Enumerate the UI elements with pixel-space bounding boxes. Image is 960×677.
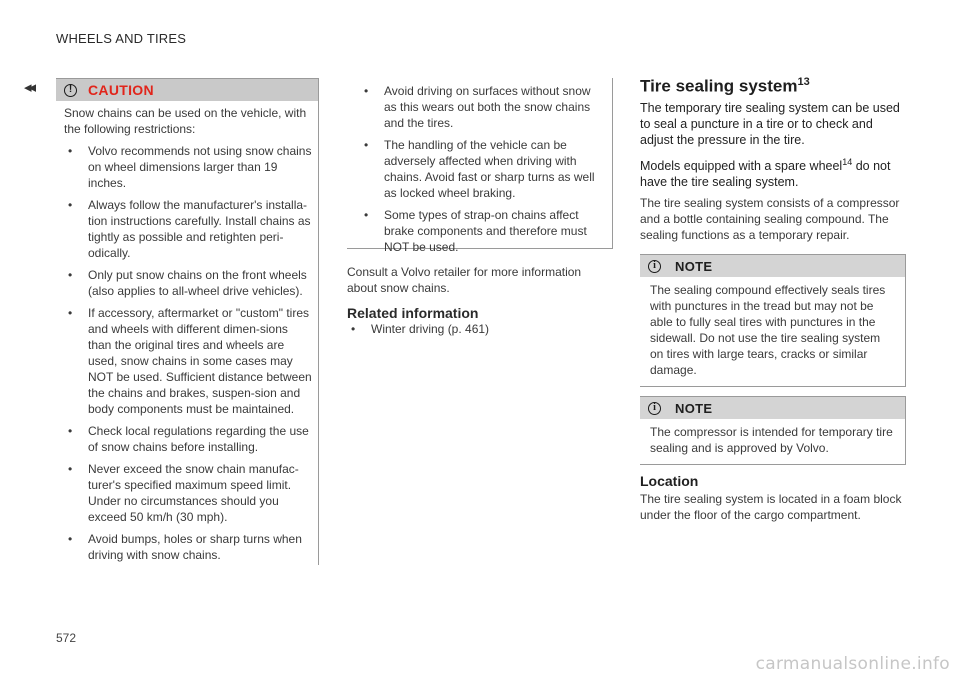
intro-2-text-a: Models equipped with a spare wheel: [640, 159, 843, 174]
caution-column-2: [360, 77, 604, 255]
caution-list-1: [64, 143, 312, 563]
bullet: •: [68, 424, 73, 438]
tire-sealing-title: [640, 76, 906, 97]
list-item-text: The handling of the vehicle can be adversely affected when driving with chains. Avoid fast or sharp turns as well as locked wheel braking.: [384, 138, 595, 200]
list-item: [64, 423, 312, 455]
list-item: [64, 461, 312, 525]
section-header: WHEELS AND TIRES: [56, 31, 187, 46]
list-item: [64, 531, 312, 563]
caution-header: [56, 79, 318, 101]
bullet: •: [68, 306, 73, 320]
list-item-text: Always follow the manufacturer's installa-tion instructions carefully. Install chains as tightly as possible and retighten peri-odically.: [88, 198, 311, 260]
list-item-text: Never exceed the snow chain manufac-turer's specified maximum speed limit. Under no circumstances should you exceed 50 km/h (30 mph).: [88, 462, 299, 524]
caution-list-2: [360, 83, 604, 255]
title-text: Tire sealing system: [640, 76, 798, 96]
intro-paragraph-2: [640, 154, 906, 190]
list-item: [360, 207, 604, 255]
intro-2-text-b: do not have the tire sealing system.: [640, 159, 891, 190]
note-text: The compressor is intended for temporary tire sealing and is approved by Volvo.: [650, 425, 893, 455]
consult-text: Consult a Volvo retailer for more information about snow chains.: [347, 265, 582, 295]
list-item-text: Volvo recommends not using snow chains on wheel dimensions larger than 19 inches.: [88, 144, 312, 190]
list-item-text: Only put snow chains on the front wheels (also applies to all-wheel drive vehicles).: [88, 268, 307, 298]
caution-intro: Snow chains can be used on the vehicle, with the following restrictions:: [64, 106, 307, 136]
list-item-text: Check local regulations regarding the use of snow chains before installing.: [88, 424, 309, 454]
list-item-text: Avoid bumps, holes or sharp turns when driving with snow chains.: [88, 532, 302, 562]
note-title: NOTE: [675, 258, 713, 274]
bullet: •: [68, 462, 73, 476]
bullet: •: [68, 532, 73, 546]
list-item: [64, 267, 312, 299]
related-list: [347, 321, 609, 337]
related-item-winter-driving[interactable]: [347, 321, 609, 337]
related-link[interactable]: Winter driving (p. 461): [371, 322, 490, 336]
list-item-text: Some types of strap-on chains affect brake components and therefore must NOT be used.: [384, 208, 587, 254]
back-arrows-icon[interactable]: ◂◂: [24, 79, 34, 96]
watermark: carmanualsonline.info: [755, 654, 950, 674]
info-circle-icon: i: [648, 402, 661, 415]
page-number: 572: [56, 631, 77, 645]
bullet: •: [351, 322, 356, 336]
bullet: •: [68, 144, 73, 158]
note-header: [640, 396, 905, 419]
footnote-13[interactable]: 13: [797, 76, 810, 88]
location-text: The tire sealing system is located in a foam block under the floor of the cargo compartment.: [640, 492, 902, 522]
list-item: [64, 143, 312, 191]
footnote-14[interactable]: 14: [842, 157, 853, 167]
bullet: •: [68, 198, 73, 212]
list-item: [64, 197, 312, 261]
caution-title: CAUTION: [88, 82, 154, 98]
list-item-text: Avoid driving on surfaces without snow as this wears out both the snow chains and the tires.: [384, 84, 591, 130]
list-item: [64, 305, 312, 417]
intro-paragraph-1: The temporary tire sealing system can be used to seal a puncture in a tire or to check and adjust the pressure in the tire.: [640, 101, 900, 147]
location-heading: Location: [640, 473, 699, 489]
related-heading: Related information: [347, 305, 479, 321]
exclamation-circle-icon: !: [64, 84, 77, 97]
bullet: •: [364, 84, 369, 98]
tire-sealing-intro: [640, 100, 906, 190]
info-circle-icon: i: [648, 260, 661, 273]
caution-column-1: [64, 105, 312, 563]
list-item-text: If accessory, aftermarket or "custom" tires and wheels with different dimen-sions than the original tires and wheels are used, snow chains in some cases may NOT be used. Sufficient distance between the chains and brakes, suspen-sion and body components must be maintained.: [88, 306, 312, 416]
tire-sealing-description: The tire sealing system consists of a compressor and a bottle containing sealing compound. The sealing functions as a temporary repair.: [640, 196, 900, 242]
note-box-1: [640, 254, 906, 387]
note-box-2: [640, 396, 906, 465]
note-title: NOTE: [675, 400, 713, 416]
list-item: [360, 137, 604, 201]
bullet: •: [364, 138, 369, 152]
bullet: •: [68, 268, 73, 282]
note-text: The sealing compound effectively seals tires with punctures in the tread but may not be able to fully seal tires with punctures in the sidewall. Do not use the tire sealing system on tires with large tears, cracks or similar damage.: [650, 283, 886, 377]
bullet: •: [364, 208, 369, 222]
note-header: [640, 254, 905, 277]
list-item: [360, 83, 604, 131]
